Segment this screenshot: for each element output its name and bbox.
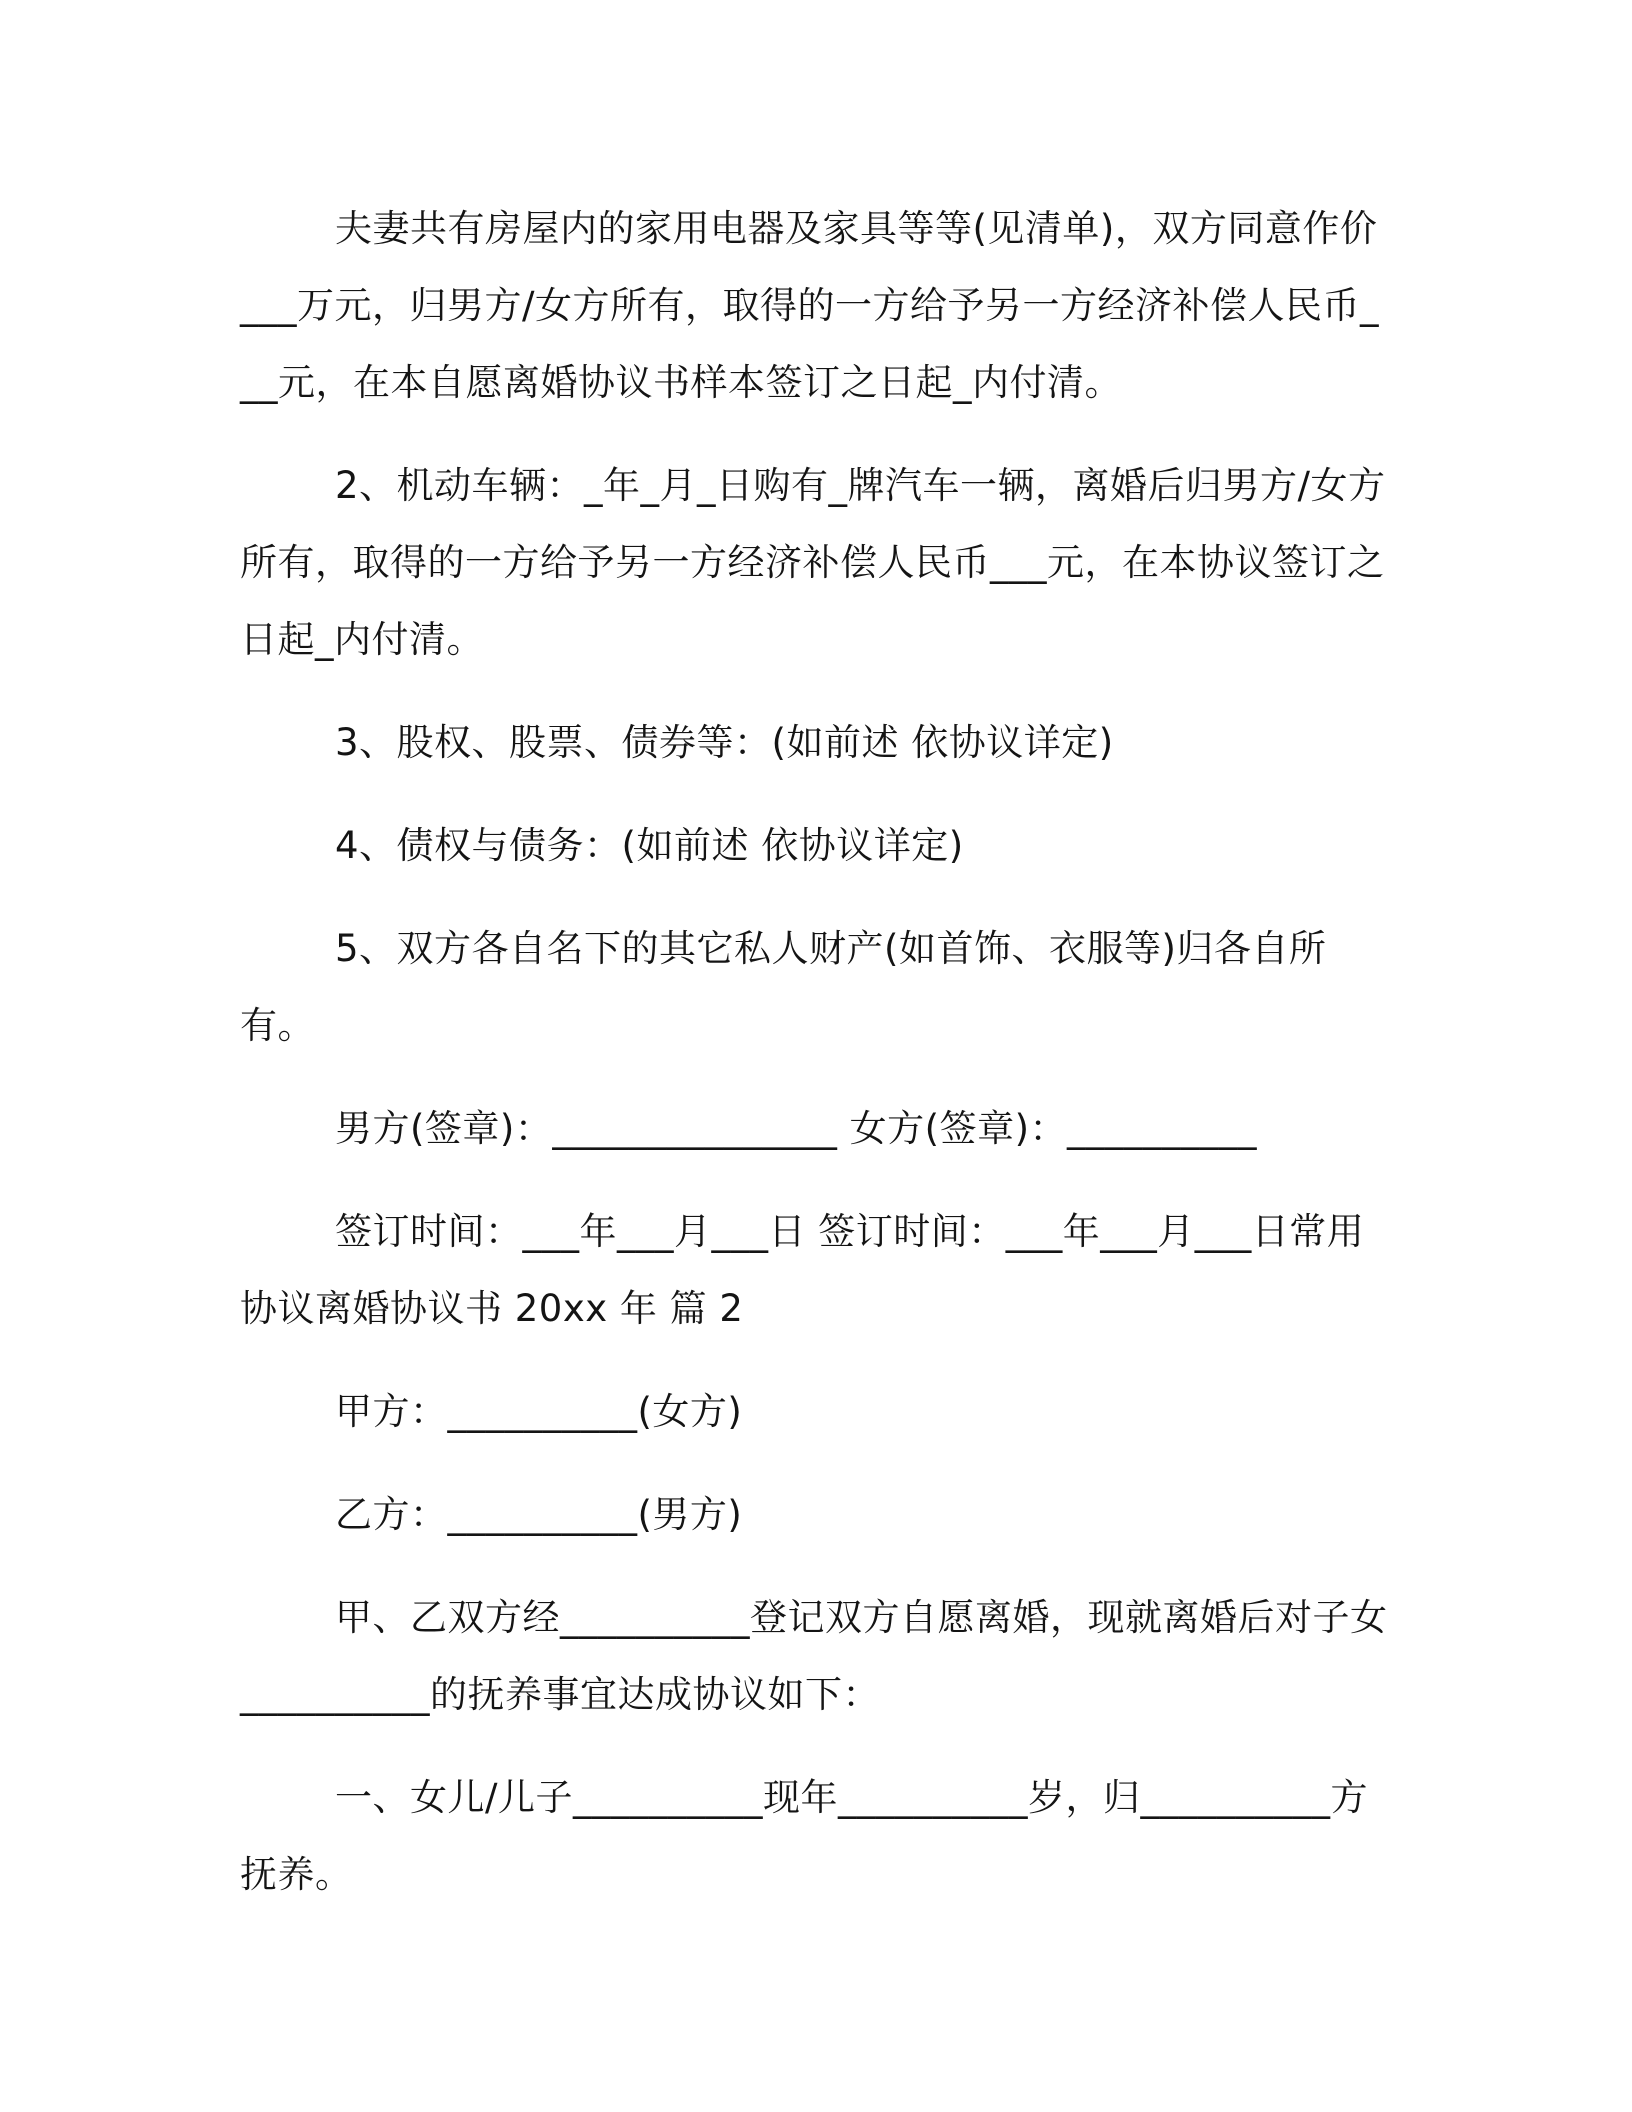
paragraph-household-appliances: 夫妻共有房屋内的家用电器及家具等等(见清单)，双方同意作价___万元，归男方/女方所有，取得的一方给予另一方经济补偿人民币___元，在本自愿离婚协议书样本签订之日起_内付清。 [240,207,1379,404]
paragraph-personal-property: 5、双方各自名下的其它私人财产(如首饰、衣服等)归各自所有。 [240,927,1327,1047]
document-body [240,190,1390,1913]
paragraph-vehicle: 2、机动车辆：_年_月_日购有_牌汽车一辆，离婚后归男方/女方所有，取得的一方给予另一方经济补偿人民币___元，在本协议签订之日起_内付清。 [240,464,1386,661]
paragraph-sign-date-and-title: 签订时间：___年___月___日 签订时间：___年___月___日常用协议离婚协议书 20xx 年 篇 2 [240,1210,1365,1330]
paragraph-signatures: 男方(签章)：_______________ 女方(签章)：__________ [335,1107,1258,1150]
paragraph-party-a: 甲方：__________(女方) [335,1390,743,1433]
paragraph-debts: 4、债权与债务：(如前述 依协议详定) [335,824,964,867]
paragraph-stocks-bonds: 3、股权、股票、债券等：(如前述 依协议详定) [335,721,1114,764]
paragraph-agreement-intro: 甲、乙双方经__________登记双方自愿离婚，现就离婚后对子女__________的抚养事宜达成协议如下： [240,1596,1388,1716]
paragraph-party-b: 乙方：__________(男方) [335,1493,743,1536]
paragraph-child-custody: 一、女儿/儿子__________现年__________岁，归__________方抚养。 [240,1776,1368,1896]
